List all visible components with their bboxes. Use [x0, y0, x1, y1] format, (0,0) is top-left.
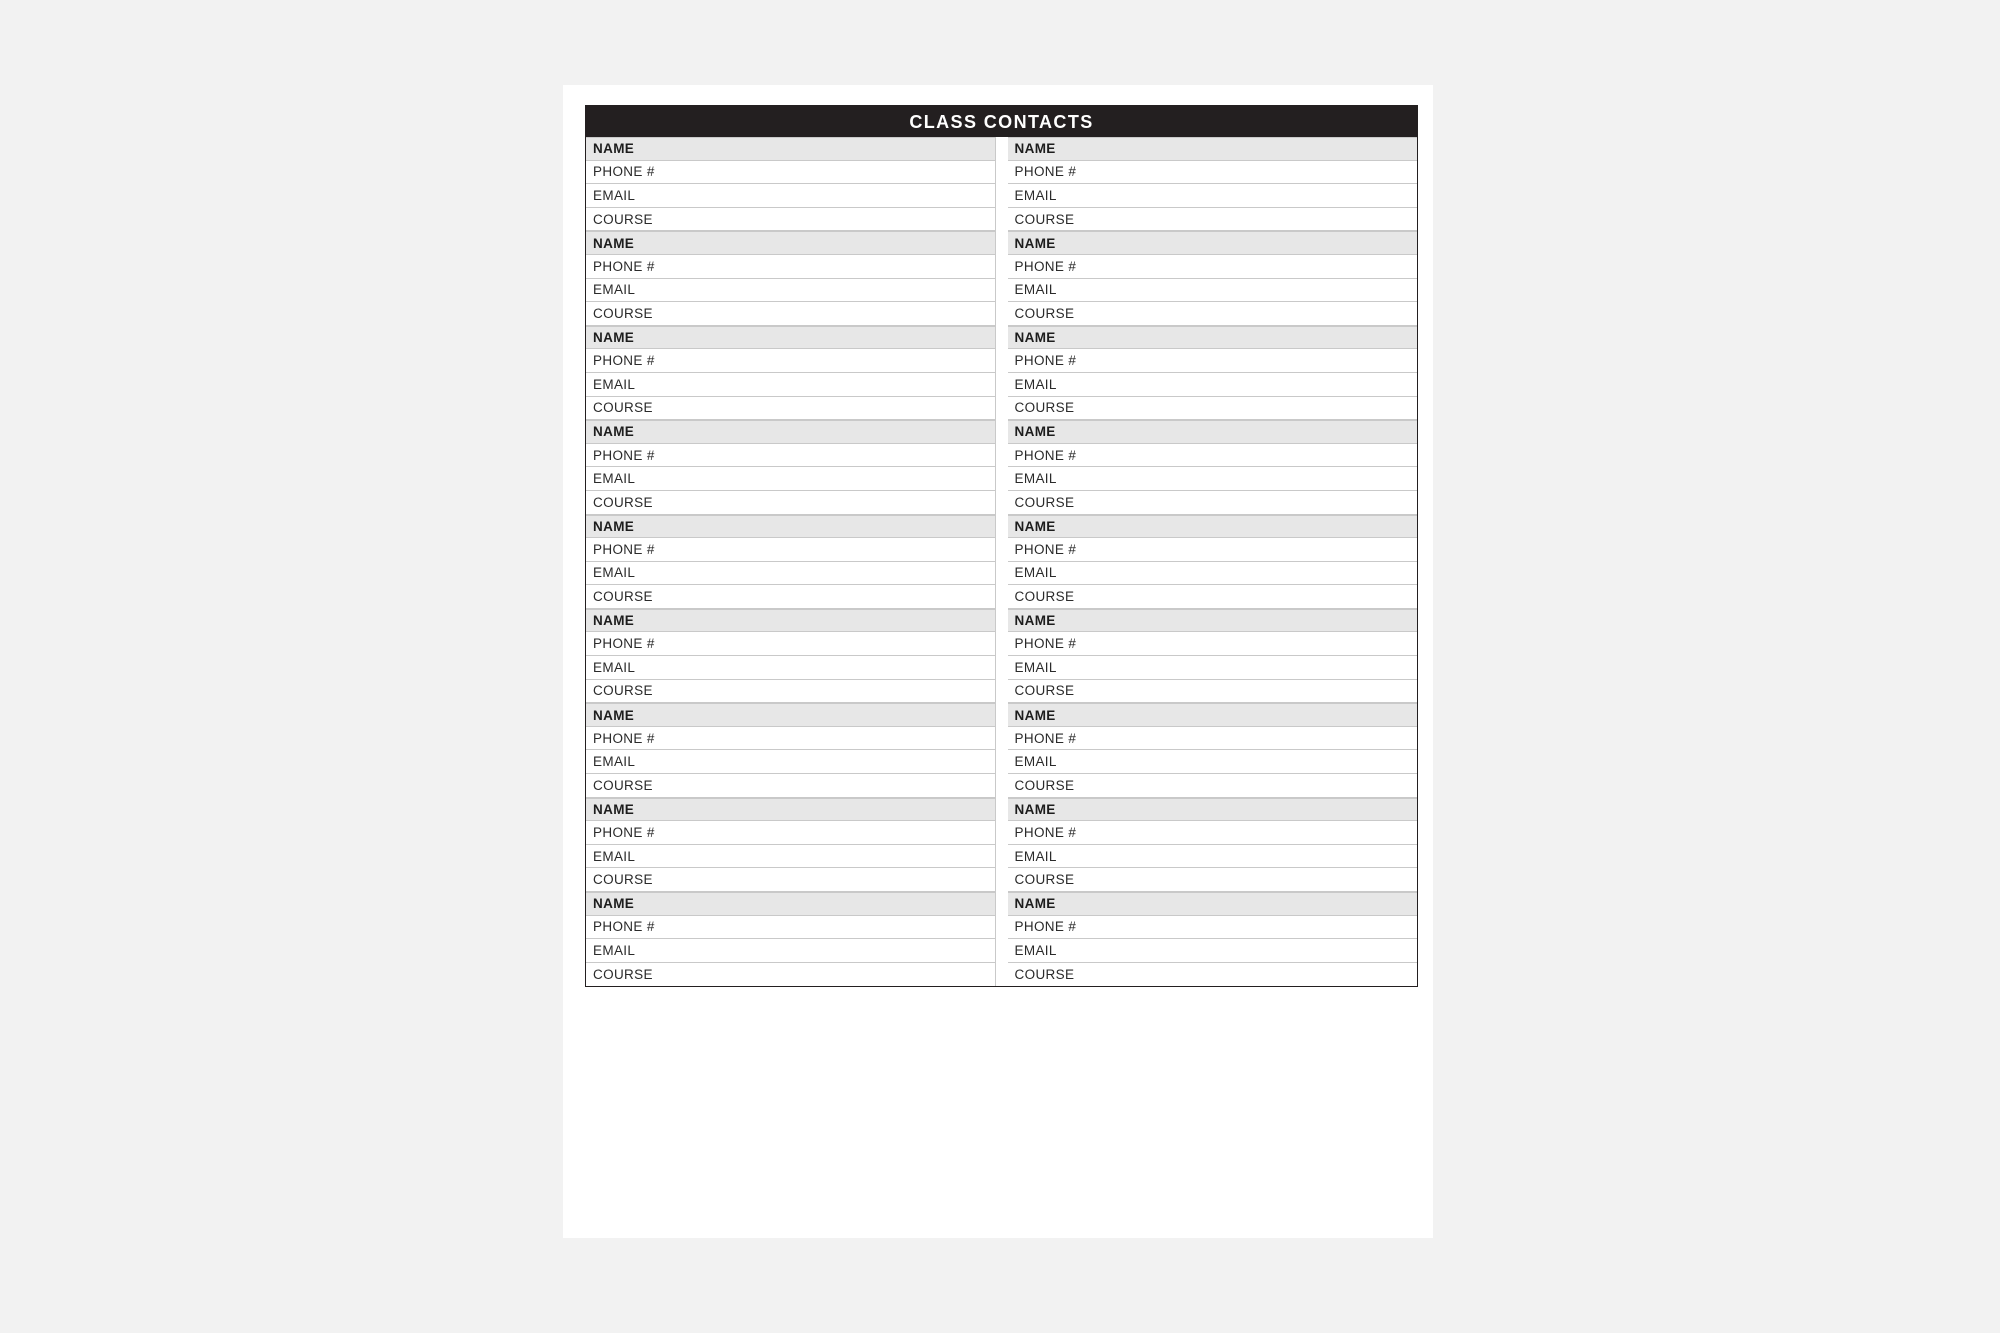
field-row-name[interactable]: NAME — [1008, 609, 1418, 633]
field-row-phone[interactable]: PHONE # — [1008, 255, 1418, 279]
worksheet-columns — [586, 137, 1417, 986]
field-row-email[interactable]: EMAIL — [1008, 467, 1418, 491]
contact-group — [586, 703, 996, 797]
field-row-phone[interactable]: PHONE # — [586, 161, 996, 185]
field-row-phone[interactable]: PHONE # — [586, 916, 996, 940]
worksheet-title-bar — [586, 106, 1417, 137]
field-row-email[interactable]: EMAIL — [586, 467, 996, 491]
field-row-course[interactable]: COURSE — [586, 774, 996, 798]
contact-group — [1008, 137, 1418, 231]
field-row-course[interactable]: COURSE — [1008, 397, 1418, 421]
field-row-phone[interactable]: PHONE # — [1008, 916, 1418, 940]
field-row-email[interactable]: EMAIL — [1008, 184, 1418, 208]
contact-group — [586, 609, 996, 703]
field-row-phone[interactable]: PHONE # — [586, 444, 996, 468]
field-row-email[interactable]: EMAIL — [1008, 845, 1418, 869]
page-title: CLASS CONTACTS — [909, 111, 1094, 132]
field-row-email[interactable]: EMAIL — [586, 656, 996, 680]
field-row-email[interactable]: EMAIL — [1008, 279, 1418, 303]
field-row-email[interactable]: EMAIL — [1008, 939, 1418, 963]
contact-group — [586, 137, 996, 231]
field-row-name[interactable]: NAME — [1008, 137, 1418, 161]
field-row-email[interactable]: EMAIL — [1008, 562, 1418, 586]
field-row-name[interactable]: NAME — [586, 798, 996, 822]
field-row-course[interactable]: COURSE — [1008, 680, 1418, 704]
field-row-course[interactable]: COURSE — [586, 491, 996, 515]
field-row-name[interactable]: NAME — [586, 326, 996, 350]
field-row-email[interactable]: EMAIL — [1008, 750, 1418, 774]
contact-group — [586, 326, 996, 420]
field-row-name[interactable]: NAME — [1008, 326, 1418, 350]
field-row-email[interactable]: EMAIL — [586, 184, 996, 208]
field-row-course[interactable]: COURSE — [1008, 585, 1418, 609]
field-row-name[interactable]: NAME — [1008, 798, 1418, 822]
contact-group — [1008, 515, 1418, 609]
field-row-email[interactable]: EMAIL — [586, 279, 996, 303]
contact-group — [1008, 798, 1418, 892]
contact-group — [586, 515, 996, 609]
field-row-course[interactable]: COURSE — [1008, 774, 1418, 798]
field-row-course[interactable]: COURSE — [586, 302, 996, 326]
contact-group — [1008, 420, 1418, 514]
field-row-name[interactable]: NAME — [1008, 892, 1418, 916]
field-row-course[interactable]: COURSE — [586, 208, 996, 232]
field-row-email[interactable]: EMAIL — [586, 373, 996, 397]
field-row-name[interactable]: NAME — [586, 892, 996, 916]
contact-group — [586, 231, 996, 325]
contact-group — [586, 892, 996, 986]
field-row-phone[interactable]: PHONE # — [586, 349, 996, 373]
field-row-course[interactable]: COURSE — [1008, 302, 1418, 326]
field-row-email[interactable]: EMAIL — [586, 562, 996, 586]
field-row-phone[interactable]: PHONE # — [586, 538, 996, 562]
field-row-course[interactable]: COURSE — [1008, 963, 1418, 987]
field-row-name[interactable]: NAME — [1008, 515, 1418, 539]
field-row-name[interactable]: NAME — [586, 515, 996, 539]
field-row-course[interactable]: COURSE — [586, 680, 996, 704]
field-row-course[interactable]: COURSE — [1008, 868, 1418, 892]
field-row-phone[interactable]: PHONE # — [586, 255, 996, 279]
contact-group — [1008, 326, 1418, 420]
field-row-name[interactable]: NAME — [1008, 420, 1418, 444]
contact-group — [586, 420, 996, 514]
field-row-phone[interactable]: PHONE # — [1008, 444, 1418, 468]
contacts-column-left — [586, 137, 996, 986]
contact-group — [1008, 703, 1418, 797]
field-row-email[interactable]: EMAIL — [1008, 656, 1418, 680]
field-row-phone[interactable]: PHONE # — [586, 632, 996, 656]
field-row-course[interactable]: COURSE — [586, 963, 996, 987]
field-row-phone[interactable]: PHONE # — [1008, 821, 1418, 845]
field-row-phone[interactable]: PHONE # — [1008, 538, 1418, 562]
field-row-phone[interactable]: PHONE # — [1008, 349, 1418, 373]
field-row-name[interactable]: NAME — [586, 609, 996, 633]
field-row-name[interactable]: NAME — [586, 703, 996, 727]
field-row-name[interactable]: NAME — [586, 137, 996, 161]
field-row-course[interactable]: COURSE — [1008, 491, 1418, 515]
field-row-name[interactable]: NAME — [586, 231, 996, 255]
contact-group — [1008, 892, 1418, 986]
field-row-course[interactable]: COURSE — [586, 585, 996, 609]
field-row-email[interactable]: EMAIL — [586, 939, 996, 963]
field-row-phone[interactable]: PHONE # — [586, 821, 996, 845]
field-row-name[interactable]: NAME — [1008, 703, 1418, 727]
printable-page — [563, 85, 1433, 1238]
field-row-email[interactable]: EMAIL — [586, 845, 996, 869]
field-row-name[interactable]: NAME — [586, 420, 996, 444]
contacts-column-right — [1008, 137, 1418, 986]
field-row-phone[interactable]: PHONE # — [1008, 632, 1418, 656]
contact-group — [586, 798, 996, 892]
field-row-phone[interactable]: PHONE # — [1008, 727, 1418, 751]
field-row-phone[interactable]: PHONE # — [586, 727, 996, 751]
contact-group — [1008, 231, 1418, 325]
field-row-email[interactable]: EMAIL — [586, 750, 996, 774]
column-divider — [996, 137, 1008, 986]
field-row-course[interactable]: COURSE — [1008, 208, 1418, 232]
class-contacts-worksheet — [585, 105, 1418, 987]
field-row-phone[interactable]: PHONE # — [1008, 161, 1418, 185]
contact-group — [1008, 609, 1418, 703]
field-row-email[interactable]: EMAIL — [1008, 373, 1418, 397]
field-row-name[interactable]: NAME — [1008, 231, 1418, 255]
field-row-course[interactable]: COURSE — [586, 868, 996, 892]
field-row-course[interactable]: COURSE — [586, 397, 996, 421]
